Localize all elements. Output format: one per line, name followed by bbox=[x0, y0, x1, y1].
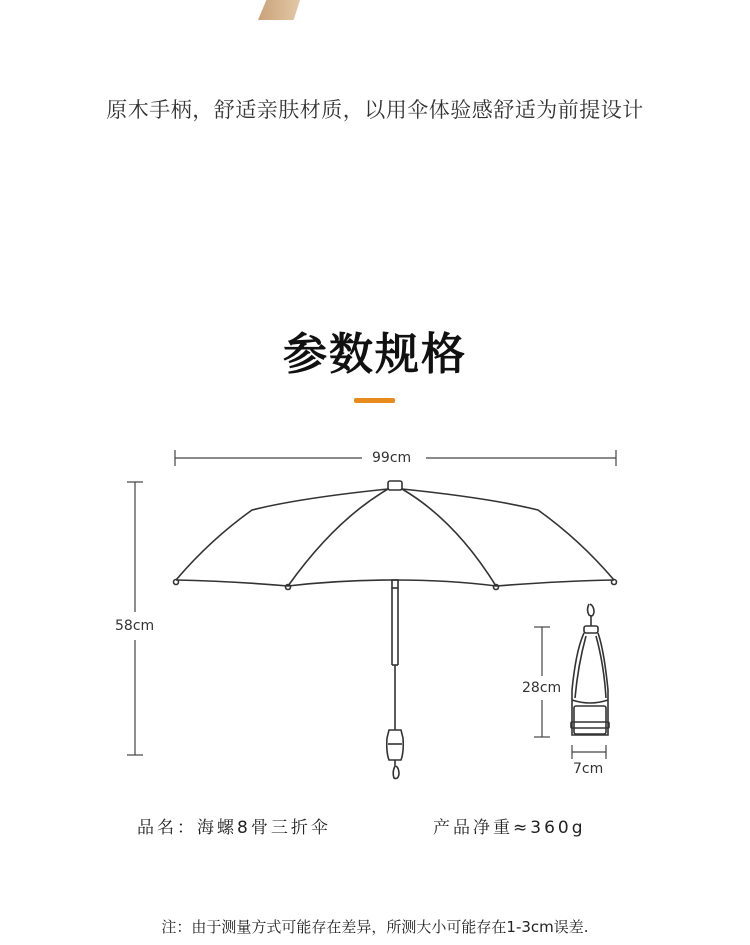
height-label: 58cm bbox=[115, 618, 155, 634]
product-weight-label: 产品净重≈ bbox=[433, 818, 531, 838]
product-name-spec bbox=[137, 813, 331, 838]
section-title: 参数规格 bbox=[283, 329, 467, 380]
product-name-value: 海螺8骨三折伞 bbox=[197, 818, 331, 838]
product-name-label: 品名： bbox=[137, 818, 197, 838]
open-umbrella bbox=[174, 481, 617, 779]
measurement-note: 注：由于测量方式可能存在差异，所测大小可能存在1-3cm误差. bbox=[161, 918, 589, 936]
folded-height-label: 28cm bbox=[522, 680, 562, 696]
tagline: 原木手柄，舒适亲肤材质，以用伞体验感舒适为前提设计 bbox=[106, 98, 644, 122]
product-weight-spec bbox=[433, 813, 586, 838]
width-label: 99cm bbox=[372, 450, 412, 466]
product-weight-value: 360g bbox=[530, 818, 586, 838]
folded-width-label: 7cm bbox=[573, 761, 604, 777]
